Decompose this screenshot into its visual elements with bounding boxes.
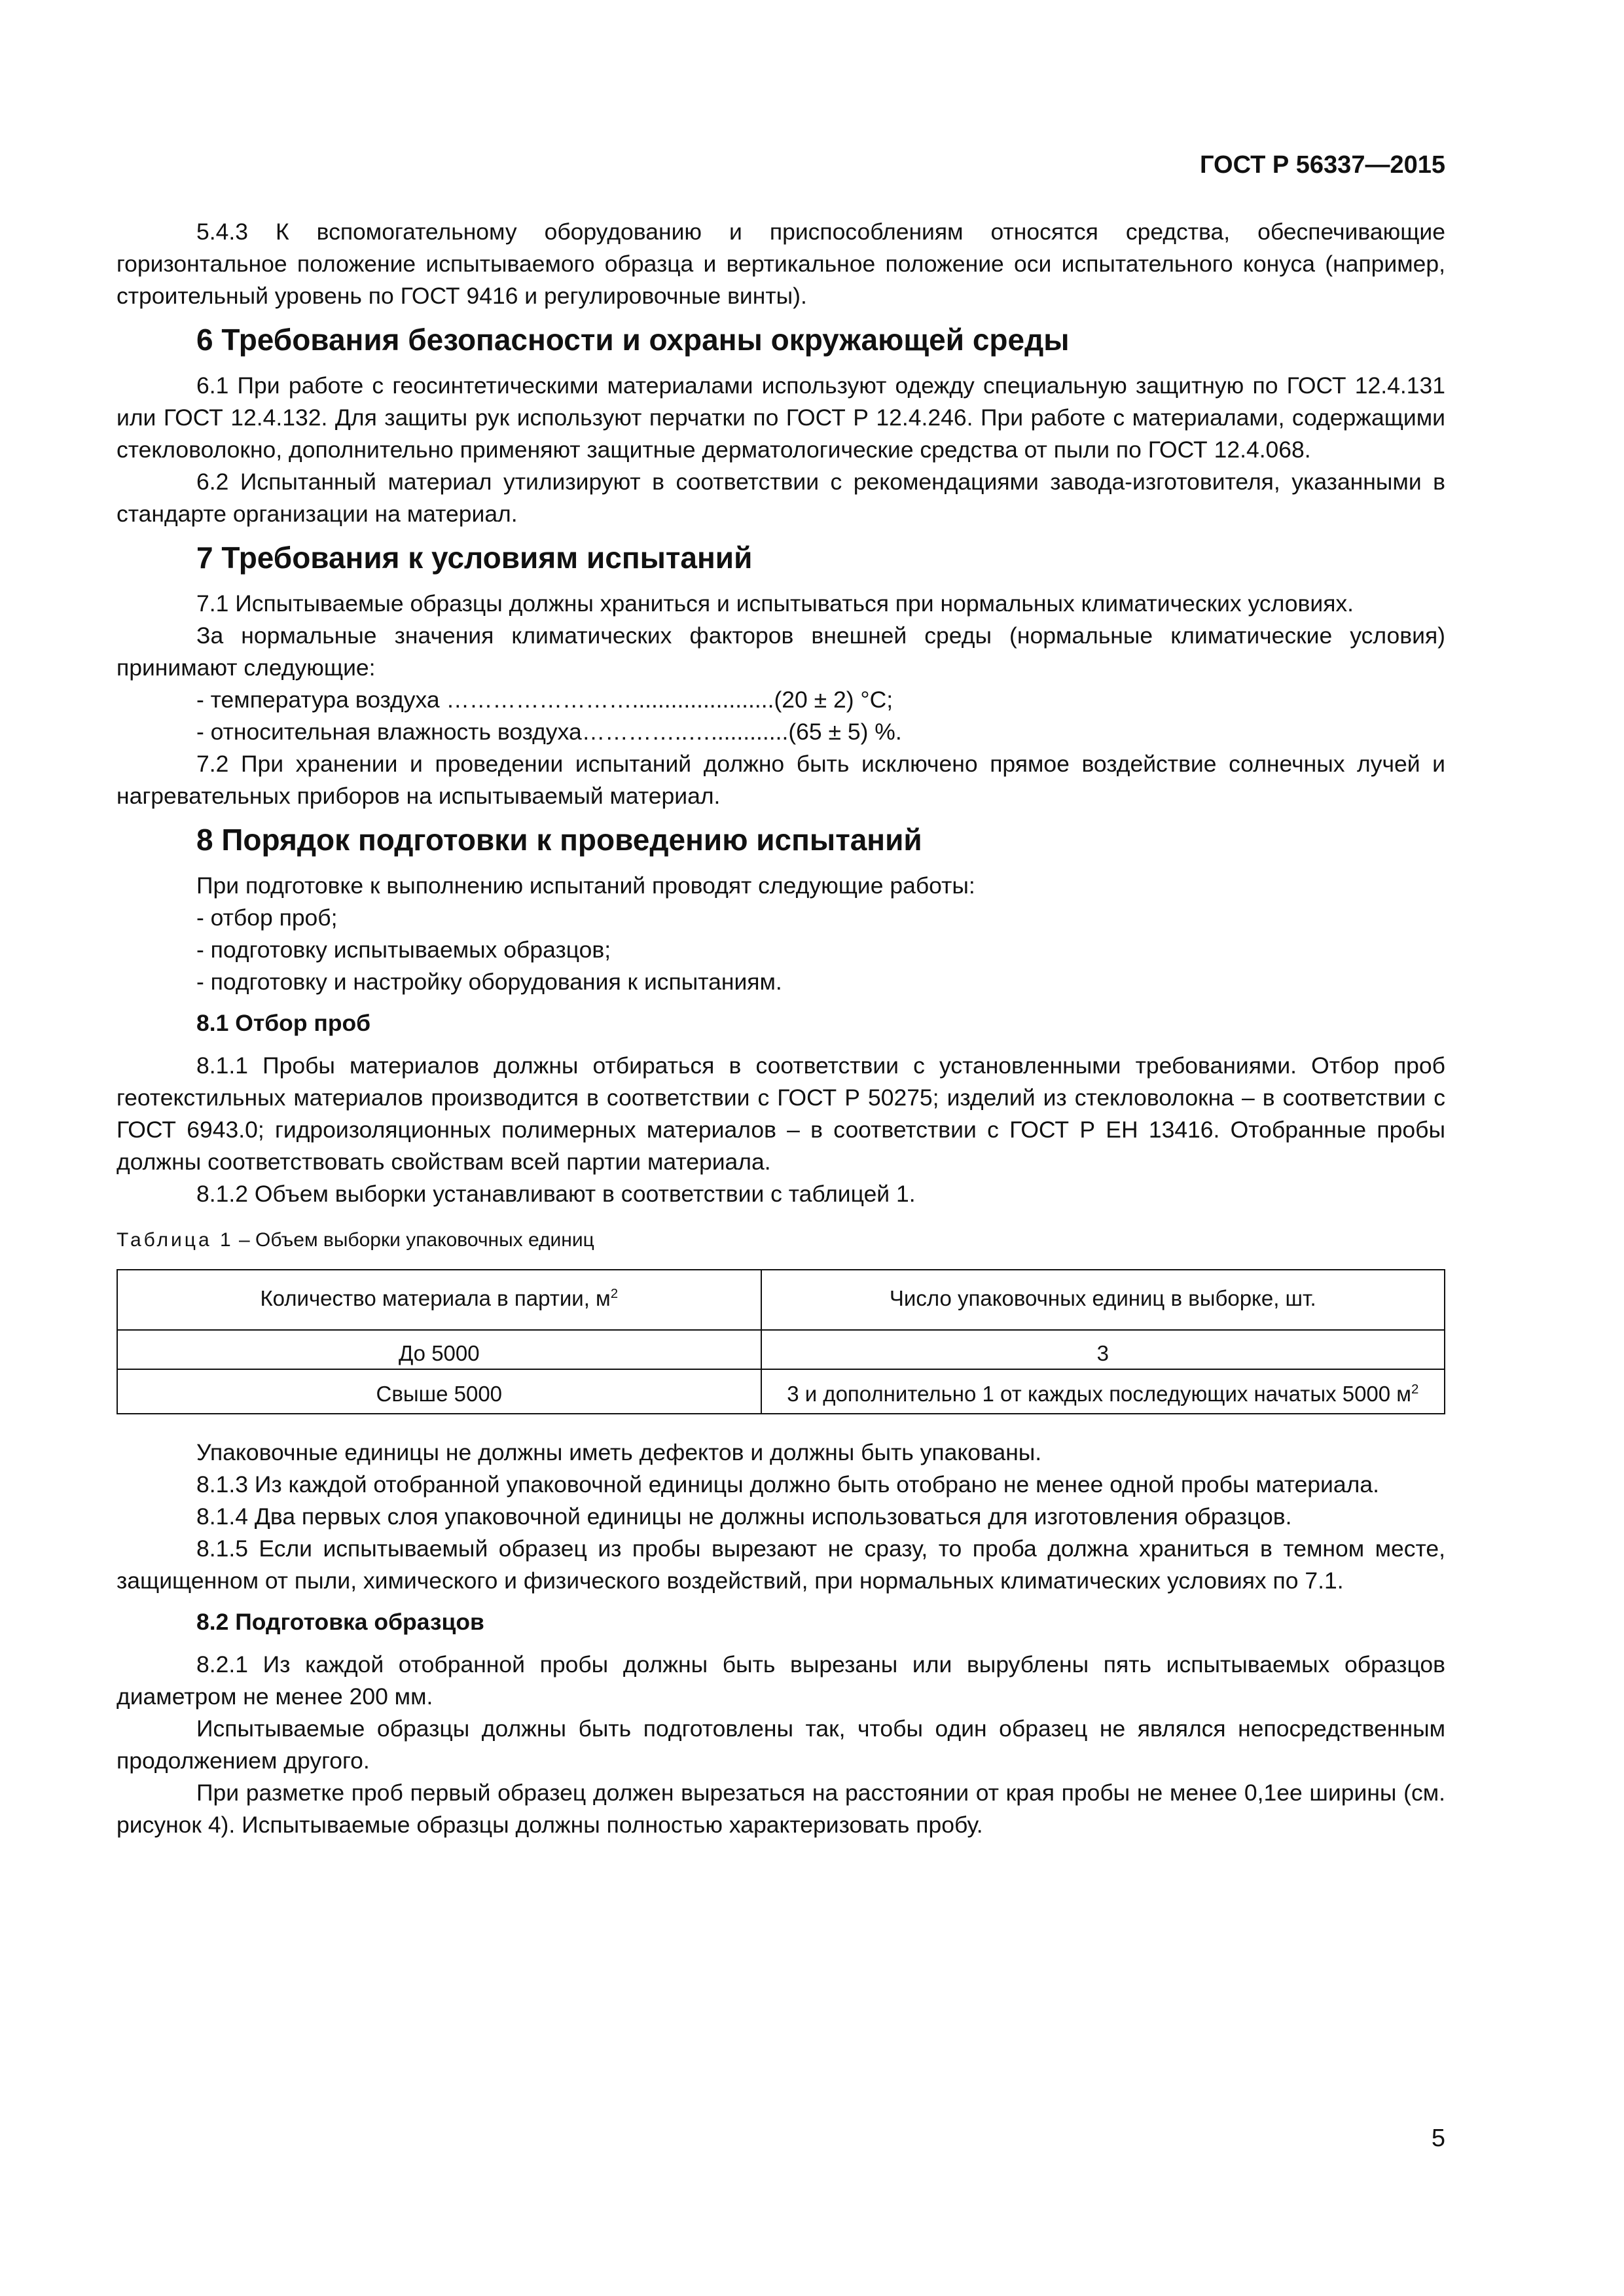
table-cell (761, 1369, 1445, 1414)
paragraph-6-1: 6.1 При работе с геосинтетическими материалами используют одежду специальную защитную по ГОСТ 12.4.131 или ГОСТ 12.4.132. Для защиты рук используют перчатки по ГОСТ Р 12.4.246. При работе с материалами, содержащими стекловолокно, дополнительно применяют защитные дерматологические средства от пыли по ГОСТ 12.4.068. (117, 372, 1445, 463)
paragraph-8-1-5: 8.1.5 Если испытываемый образец из пробы вырезают не сразу, то проба должна храниться в темном месте, защищенном от пыли, химического и физического воздействий, при нормальных климатических условиях по 7.1. (117, 1535, 1445, 1594)
paragraph-5-4-3: 5.4.3 К вспомогательному оборудованию и приспособлениям относятся средства, обеспечивающие горизонтальное положение испытываемого образца и вертикальное положение оси испытательного конуса (например, строительный уровень по ГОСТ 9416 и регулировочные винты). (117, 219, 1445, 309)
table-header-row (117, 1270, 1445, 1330)
table-caption-text: – Объем выборки упаковочных единиц (233, 1229, 594, 1251)
paragraph-6-2: 6.2 Испытанный материал утилизируют в соответствии с рекомендациями завода-изготовителя, указанными в стандарте организации на материал. (117, 469, 1445, 527)
superscript: 2 (610, 1286, 619, 1301)
paragraph-packaging: Упаковочные единицы не должны иметь дефектов и должны быть упакованы. (196, 1439, 1042, 1465)
paragraph-8-1-2: 8.1.2 Объем выборки устанавливают в соответствии с таблицей 1. (196, 1181, 916, 1207)
paragraph-8-1-3: 8.1.3 Из каждой отобранной упаковочной единицы должно быть отобрано не менее одной пробы материала. (196, 1471, 1379, 1498)
table-row (117, 1330, 1445, 1369)
table-1-caption (117, 1227, 1445, 1253)
subsection-8-1-heading: 8.1 Отбор проб (196, 1010, 371, 1036)
superscript: 2 (1411, 1382, 1419, 1397)
table-row (117, 1369, 1445, 1414)
table-caption-label: Таблица 1 (117, 1229, 234, 1251)
table-cell: 3 (761, 1330, 1445, 1369)
table-header-cell (761, 1270, 1445, 1330)
table-header-cell (117, 1270, 761, 1330)
paragraph-8-2-1-continuation: Испытываемые образцы должны быть подготовлены так, чтобы один образец не являлся непосредственным продолжением другого. (117, 1715, 1445, 1774)
paragraph-8-intro: При подготовке к выполнению испытаний проводят следующие работы: (196, 872, 975, 899)
sample-size-table (117, 1269, 1445, 1414)
list-item-humidity: - относительная влажность воздуха…………..…............(65 ± 5) %. (196, 719, 902, 745)
list-item: - подготовку испытываемых образцов; (196, 937, 611, 963)
list-item: - отбор проб; (196, 905, 338, 931)
paragraph-8-1-1: 8.1.1 Пробы материалов должны отбираться в соответствии с установленными требованиями. Отбор проб геотекстильных материалов производится в соответствии с ГОСТ Р 50275; изделий из стекловолокна – в соответствии с ГОСТ 6943.0; гидроизоляционных полимерных материалов – в соответствии с ГОСТ Р ЕН 13416. Отобранные пробы должны соответствовать свойствам всей партии материала. (117, 1052, 1445, 1175)
paragraph-8-2-1-marking: При разметке проб первый образец должен вырезаться на расстоянии от края пробы не менее 0,1ее ширины (см. рисунок 4). Испытываемые образцы должны полностью характеризовать пробу. (117, 1780, 1445, 1838)
header-text-units: Число упаковочных единиц в выборке, шт. (889, 1286, 1316, 1310)
list-item: - подготовку и настройку оборудования к испытаниям. (196, 969, 782, 995)
subsection-8-2-heading: 8.2 Подготовка образцов (196, 1609, 484, 1635)
table-cell: Свыше 5000 (117, 1369, 761, 1414)
paragraph-8-2-1: 8.2.1 Из каждой отобранной пробы должны быть вырезаны или вырублены пять испытываемых образцов диаметром не менее 200 мм. (117, 1651, 1445, 1710)
cell-text: 3 и дополнительно 1 от каждых последующих начатых 5000 м (787, 1382, 1411, 1406)
page-number: 5 (1431, 2125, 1445, 2152)
standard-code-header: ГОСТ Р 56337—2015 (1200, 151, 1445, 179)
page-content (117, 216, 1445, 1841)
paragraph-7-1-conditions: За нормальные значения климатических факторов внешней среды (нормальные климатические условия) принимают следующие: (117, 622, 1445, 681)
list-item-temperature: - температура воздуха ……………………......................(20 ± 2) °С; (196, 687, 893, 713)
header-text-quantity: Количество материала в партии, м (260, 1286, 611, 1310)
section-7-heading: 7 Требования к условиям испытаний (196, 541, 753, 575)
paragraph-7-2: 7.2 При хранении и проведении испытаний должно быть исключено прямое воздействие солнечных лучей и нагревательных приборов на испытываемый материал. (117, 751, 1445, 809)
section-8-heading: 8 Порядок подготовки к проведению испытаний (196, 823, 922, 857)
section-6-heading: 6 Требования безопасности и охраны окружающей среды (196, 323, 1070, 357)
paragraph-7-1: 7.1 Испытываемые образцы должны храниться и испытываться при нормальных климатических условиях. (196, 590, 1354, 617)
table-cell: До 5000 (117, 1330, 761, 1369)
paragraph-8-1-4: 8.1.4 Два первых слоя упаковочной единицы не должны использоваться для изготовления образцов. (196, 1503, 1292, 1530)
